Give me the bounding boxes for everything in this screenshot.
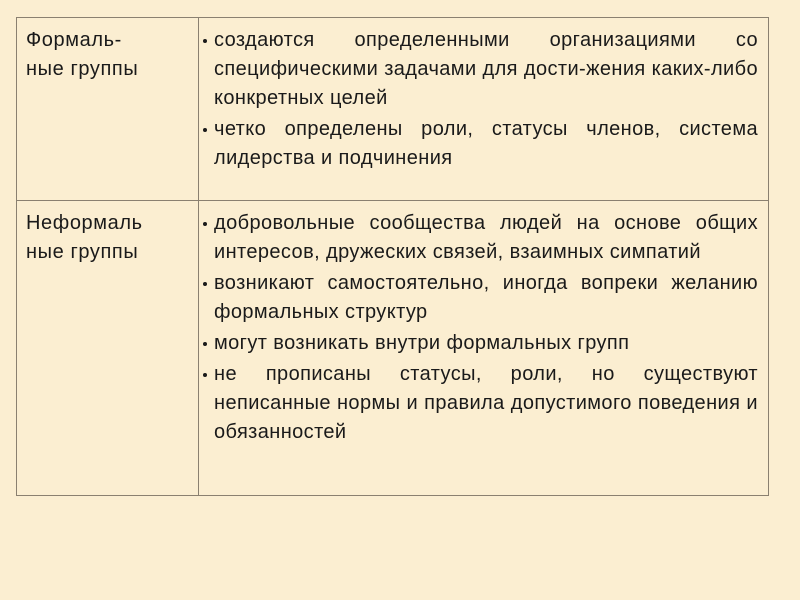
bullet-icon (203, 342, 207, 346)
list-item: могут возникать внутри формальных групп (203, 329, 758, 358)
bullet-icon (203, 282, 207, 286)
bullet-icon (203, 39, 207, 43)
bullet-icon (203, 373, 207, 377)
list-item: создаются определенными организациями со специфическими задачами для дости-жения каких-либо конкретных целей (203, 26, 758, 113)
list-item: не прописаны статусы, роли, но существуют неписанные нормы и правила допустимого поведения и обязанностей (203, 360, 758, 447)
term-informal-groups: Неформаль ные группы (26, 212, 143, 263)
bullet-icon (203, 222, 207, 226)
term-formal-groups: Формаль- ные группы (26, 29, 139, 80)
informal-groups-list (203, 209, 758, 447)
bullet-icon (203, 128, 207, 132)
list-item: четко определены роли, статусы членов, система лидерства и подчинения (203, 115, 758, 173)
term-cell-informal (17, 201, 199, 496)
formal-groups-list (203, 26, 758, 173)
list-item: добровольные сообщества людей на основе общих интересов, дружеских связей, взаимных симпатий (203, 209, 758, 267)
table-row-formal-groups (17, 18, 769, 201)
description-cell-formal (199, 18, 769, 201)
description-cell-informal (199, 201, 769, 496)
list-item: возникают самостоятельно, иногда вопреки желанию формальных структур (203, 269, 758, 327)
groups-table (16, 17, 769, 496)
table-row-informal-groups (17, 201, 769, 496)
term-cell-formal (17, 18, 199, 201)
